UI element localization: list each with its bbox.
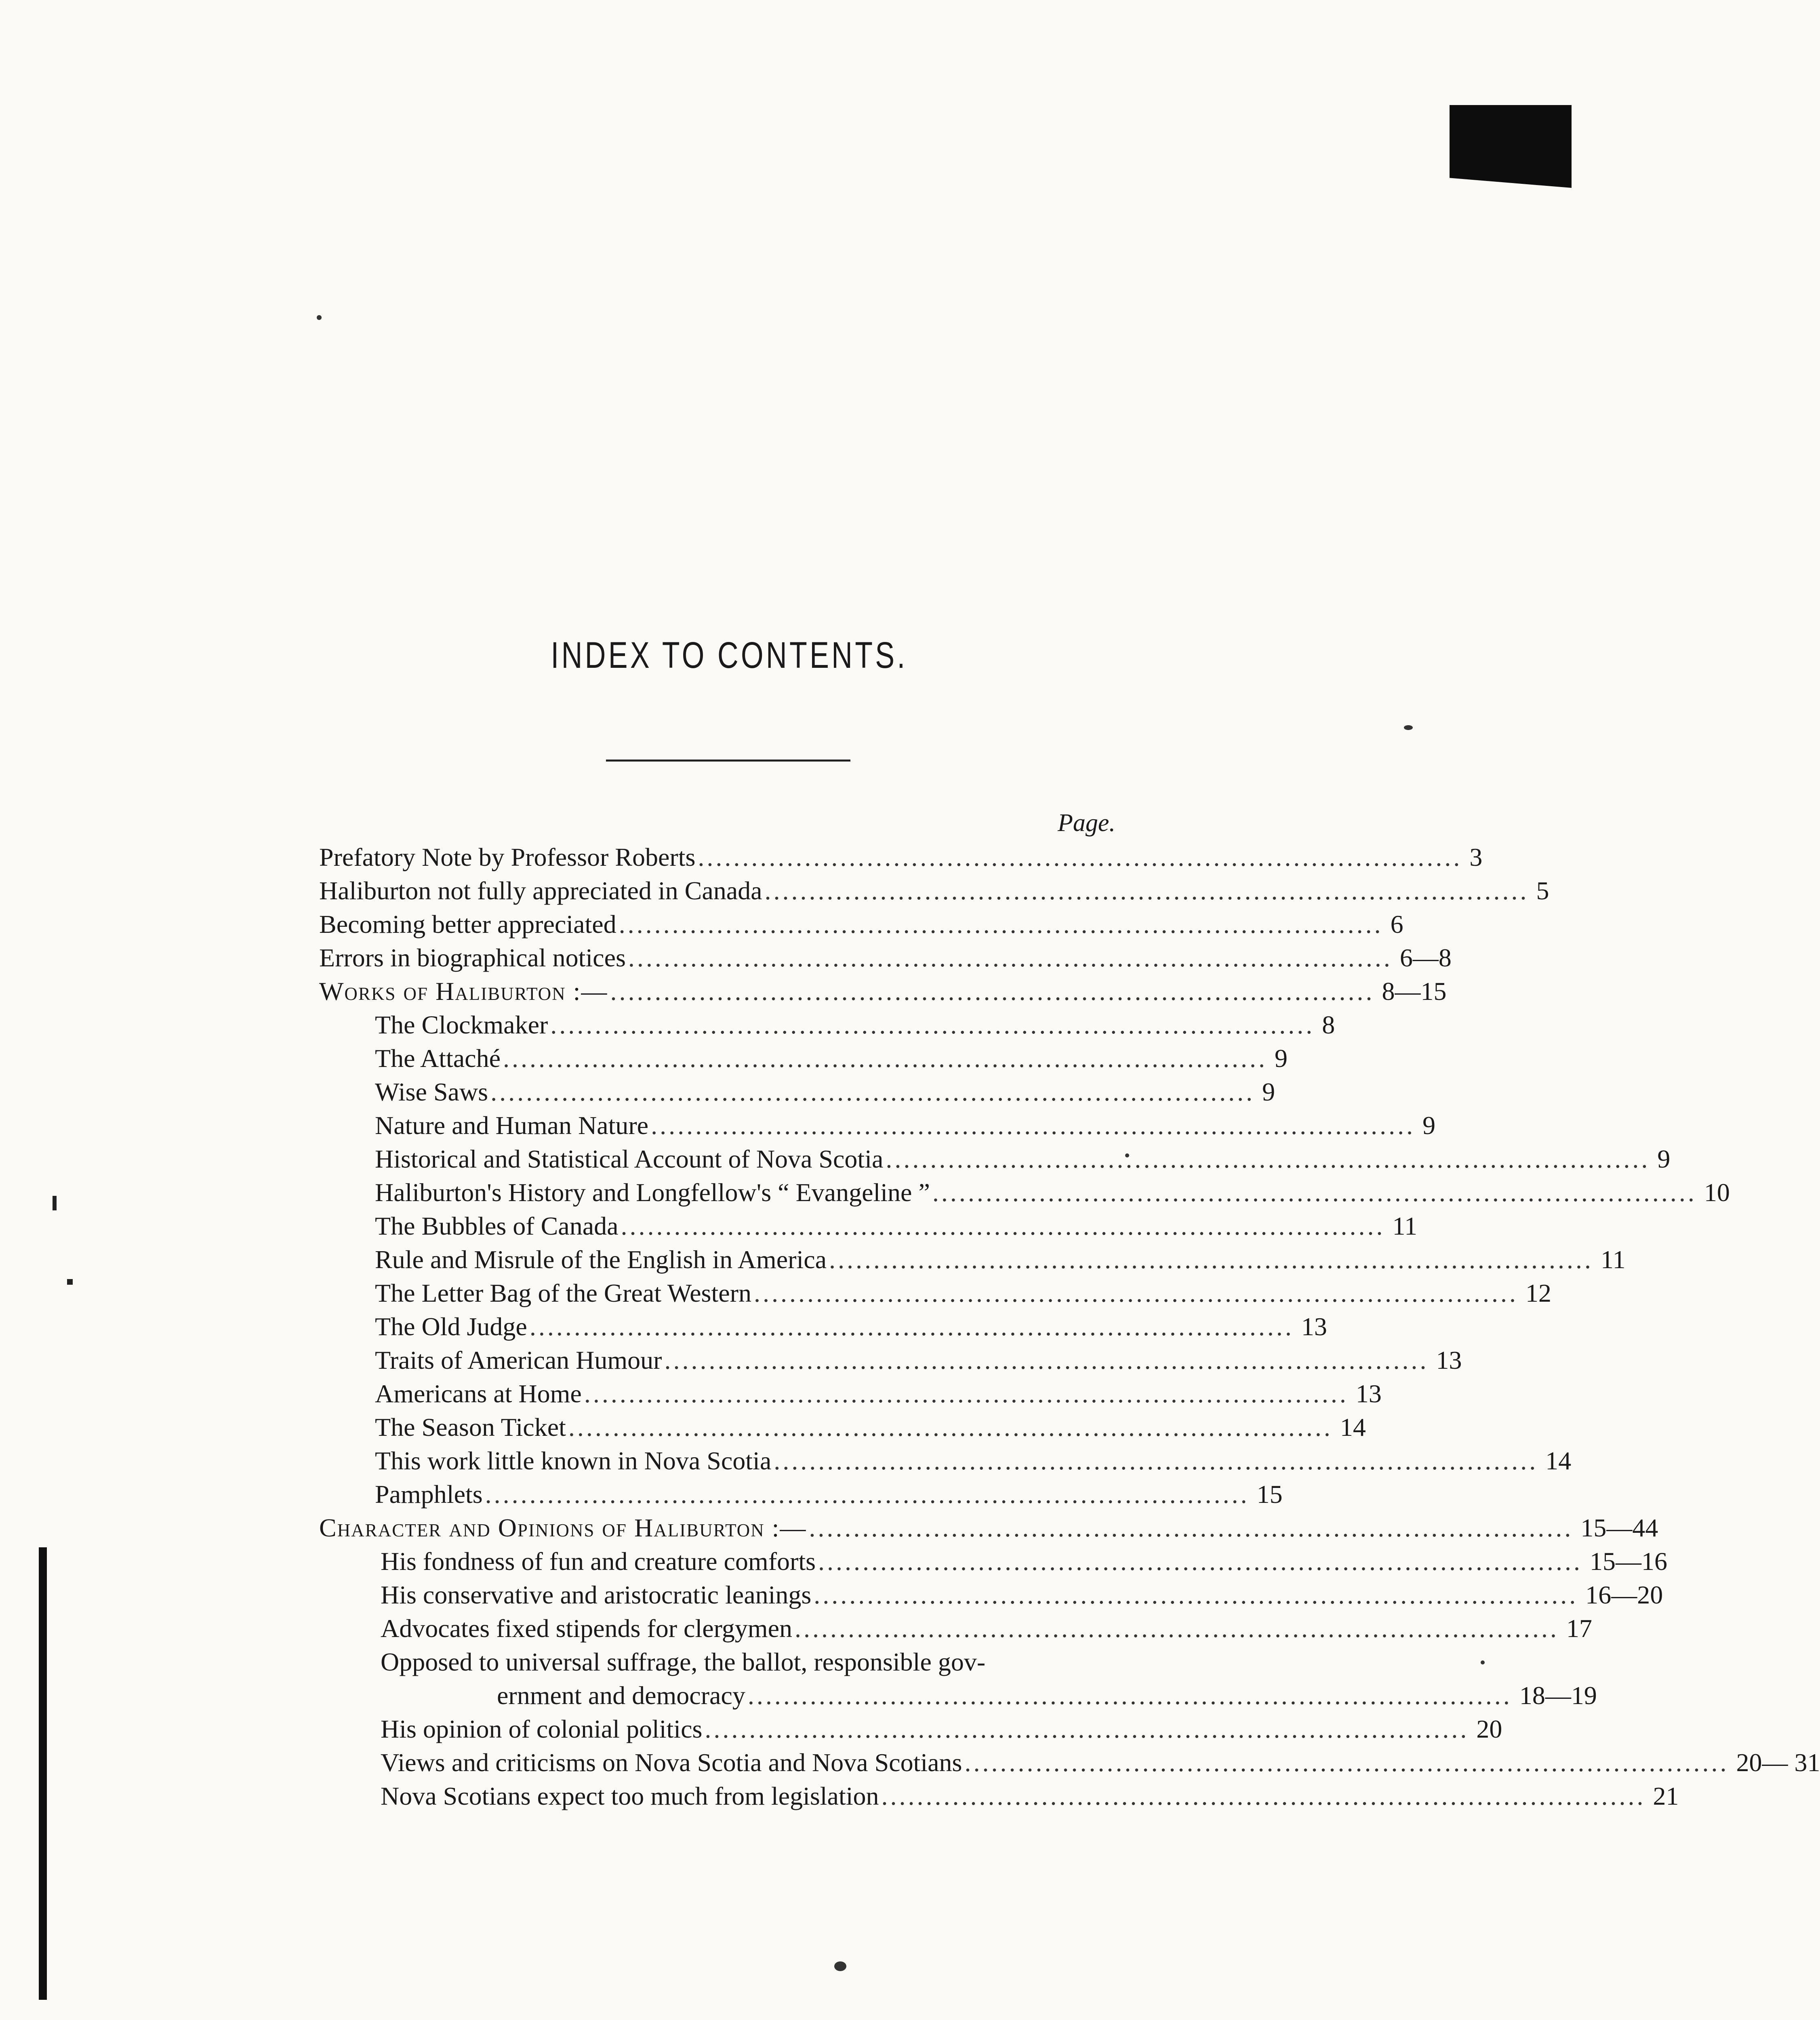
scan-left-bar [39, 1547, 47, 2000]
title-rule [606, 760, 850, 762]
toc-entry: Rule and Misrule of the English in America ...................................................................................... 11 [375, 1245, 1626, 1274]
toc-entry: The Attaché ...................................................................................... 9 [375, 1044, 1288, 1073]
toc-entry: Prefatory Note by Professor Roberts ...................................................................................... 3 [319, 843, 1483, 871]
toc-entry-continued: ernment and democracy ...................................................................................... 18—19 [497, 1681, 1597, 1710]
toc-entry: Americans at Home ...................................................................................... 13 [375, 1379, 1382, 1408]
toc-entry: Becoming better appreciated ...................................................................................... 6 [319, 910, 1403, 938]
scan-black-tab [1450, 105, 1572, 188]
toc-entry: Pamphlets ...................................................................................... 15 [375, 1480, 1283, 1509]
page-title: INDEX TO CONTENTS. [551, 635, 908, 676]
scan-speck [1481, 1660, 1485, 1664]
toc-entry: The Old Judge ...................................................................................... 13 [375, 1312, 1327, 1341]
toc-entry: Opposed to universal suffrage, the ballot, responsible gov- [381, 1648, 986, 1676]
toc-entry: Views and criticisms on Nova Scotia and Nova Scotians ...................................................................................... 20— 31 [381, 1748, 1820, 1777]
toc-entry: Historical and Statistical Account of Nova Scotia ...................................................................................... 9 [375, 1145, 1671, 1173]
scan-speck [1404, 725, 1413, 730]
toc-entry: The Season Ticket ...................................................................................... 14 [375, 1413, 1366, 1441]
toc-entry: Haliburton's History and Longfellow's “ Evangeline ” ...................................................................................... 10 [375, 1178, 1730, 1207]
toc-entry: The Clockmaker ...................................................................................... 8 [375, 1010, 1335, 1039]
toc-entry: The Letter Bag of the Great Western ...................................................................................... 12 [375, 1279, 1551, 1307]
toc-entry: His opinion of colonial politics ...................................................................................... 20 [381, 1715, 1502, 1743]
toc-entry: Advocates fixed stipends for clergymen ...................................................................................... 17 [381, 1614, 1592, 1643]
toc-section-heading: Character and Opinions of Haliburton :— ...................................................................................... 15—44 [319, 1513, 1658, 1542]
toc-section-heading: Works of Haliburton :— ...................................................................................... 8—15 [319, 977, 1447, 1006]
toc-entry: His fondness of fun and creature comforts ...................................................................................... 15—16 [381, 1547, 1667, 1576]
scan-speck [834, 1961, 846, 1971]
scan-mark [53, 1196, 57, 1210]
toc-entry: The Bubbles of Canada ...................................................................................... 11 [375, 1212, 1418, 1240]
toc-entry: Nova Scotians expect too much from legislation ...................................................................................... 21 [381, 1782, 1679, 1810]
page-column-header: Page. [1058, 809, 1115, 837]
toc-list [319, 840, 1820, 1813]
toc-entry: Errors in biographical notices ...................................................................................... 6—8 [319, 943, 1452, 972]
scan-speck [317, 315, 322, 320]
toc-entry: This work little known in Nova Scotia ...................................................................................... 14 [375, 1446, 1572, 1475]
toc-entry: His conservative and aristocratic leanings ...................................................................................... 16—20 [381, 1580, 1663, 1609]
scan-mark [67, 1279, 73, 1285]
toc-entry: Wise Saws ...................................................................................... 9 [375, 1077, 1275, 1106]
toc-entry: Traits of American Humour ...................................................................................... 13 [375, 1346, 1462, 1374]
toc-entry: Haliburton not fully appreciated in Canada ...................................................................................... 5 [319, 876, 1549, 905]
toc-entry: Nature and Human Nature ...................................................................................... 9 [375, 1111, 1436, 1140]
